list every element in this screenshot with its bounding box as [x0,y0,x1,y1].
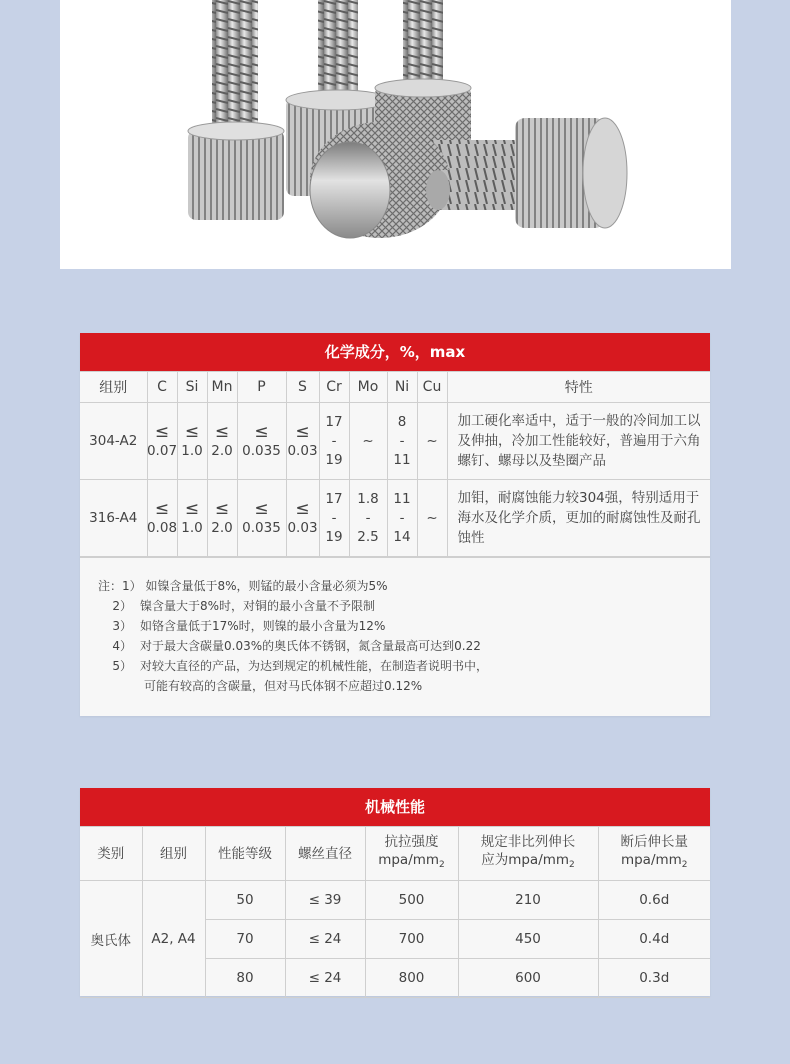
note-item [98,616,710,636]
si-cell: ≤ 1.0 [177,403,207,480]
table-row [80,881,710,920]
mechanical-title: 机械性能 [80,788,710,826]
col-mo: Mo [349,372,387,403]
note-num: 3） [112,619,132,633]
col-grade: 性能等级 [205,827,285,881]
elongation-cell: 0.3d [598,959,710,998]
col-si: Si [177,372,207,403]
table-row [80,480,710,557]
chemical-composition-card [80,333,710,716]
property-cell: 加工硬化率适中，适于一般的冷间加工以及伸抽，冷加工性能较好，普遍用于六角螺钉、螺母以及垫圈产品 [447,403,710,480]
yield-cell: 210 [458,881,598,920]
tensile-cell: 700 [365,920,458,959]
mechanical-header-row [80,827,710,881]
mechanical-properties-card [80,788,710,996]
chemical-header-row [80,372,710,403]
thumb-screws-image [60,0,731,269]
mo-cell: ~ [349,403,387,480]
col-p: P [237,372,286,403]
col-elongation: 断后伸长量 mpa/$mm_2$ [598,827,710,881]
grade-cell: 80 [205,959,285,998]
mn-cell: ≤ 2.0 [207,403,237,480]
notes-prefix: 注： [98,579,123,593]
col-group: 组别 [142,827,205,881]
cu-cell: ~ [417,480,447,557]
category-cell: 奥氏体 [80,881,142,998]
col-s: S [286,372,319,403]
yield-cell: 600 [458,959,598,998]
table-row [80,403,710,480]
col-diameter: 螺丝直径 [285,827,365,881]
s-cell: ≤ 0.03 [286,403,319,480]
s-cell: ≤ 0.03 [286,480,319,557]
p-cell: ≤ 0.035 [237,480,286,557]
mo-cell: 1.8 - 2.5 [349,480,387,557]
note-text: 如铬含量低于17%时，则镍的最小含量为12% [140,619,386,633]
note-text: 如镍含量低于8%，则锰的最小含量必须为5% [145,579,388,593]
group-cell: 304-A2 [80,403,147,480]
mn-cell: ≤ 2.0 [207,480,237,557]
col-tensile: 抗拉强度 mpa/$mm_2$ [365,827,458,881]
group-cell: 316-A4 [80,480,147,557]
cu-cell: ~ [417,403,447,480]
ni-cell: 11 - 14 [387,480,417,557]
cr-cell: 17 - 19 [319,480,349,557]
col-cr: Cr [319,372,349,403]
c-cell: ≤ 0.08 [147,480,177,557]
note-item [98,596,710,616]
yield-cell: 450 [458,920,598,959]
cr-cell: 17 - 19 [319,403,349,480]
diameter-cell: ≤ 39 [285,881,365,920]
note-text: 镍含量大于8%时，对铜的最小含量不予限制 [140,599,376,613]
elongation-cell: 0.4d [598,920,710,959]
col-property: 特性 [447,372,710,403]
chemical-title: 化学成分，%，max [80,333,710,371]
tensile-cell: 800 [365,959,458,998]
note-num: 4） [112,639,132,653]
ni-cell: 8 - 11 [387,403,417,480]
col-group: 组别 [80,372,147,403]
group-cell: A2, A4 [142,881,205,998]
chemical-table [80,371,710,557]
note-item [98,576,710,596]
note-text: 对较大直径的产品，为达到规定的机械性能，在制造者说明书中， [140,659,489,673]
notes [80,557,710,696]
diameter-cell: ≤ 24 [285,920,365,959]
mechanical-table [80,826,710,998]
si-cell: ≤ 1.0 [177,480,207,557]
col-mn: Mn [207,372,237,403]
note-item [98,636,710,656]
diameter-cell: ≤ 24 [285,959,365,998]
elongation-cell: 0.6d [598,881,710,920]
col-cu: Cu [417,372,447,403]
note-num: 1） [122,579,142,593]
note-num: 2） [112,599,132,613]
grade-cell: 50 [205,881,285,920]
note-num: 5） [112,659,132,673]
p-cell: ≤ 0.035 [237,403,286,480]
col-category: 类别 [80,827,142,881]
note-item [98,656,710,676]
c-cell: ≤ 0.07 [147,403,177,480]
col-c: C [147,372,177,403]
note-continuation: 可能有较高的含碳量，但对马氏体钢不应超过0.12% [144,679,423,693]
tensile-cell: 500 [365,881,458,920]
note-text: 对于最大含碳量0.03%的奥氏体不锈钢，氮含量最高可达到0.22 [140,639,481,653]
col-ni: Ni [387,372,417,403]
property-cell: 加钼，耐腐蚀能力较304强，特别适用于海水及化学介质，更加的耐腐蚀性及耐孔蚀性 [447,480,710,557]
col-yield: 规定非比列伸长 应为mpa/$mm_2$ [458,827,598,881]
product-photo [60,0,731,269]
grade-cell: 70 [205,920,285,959]
